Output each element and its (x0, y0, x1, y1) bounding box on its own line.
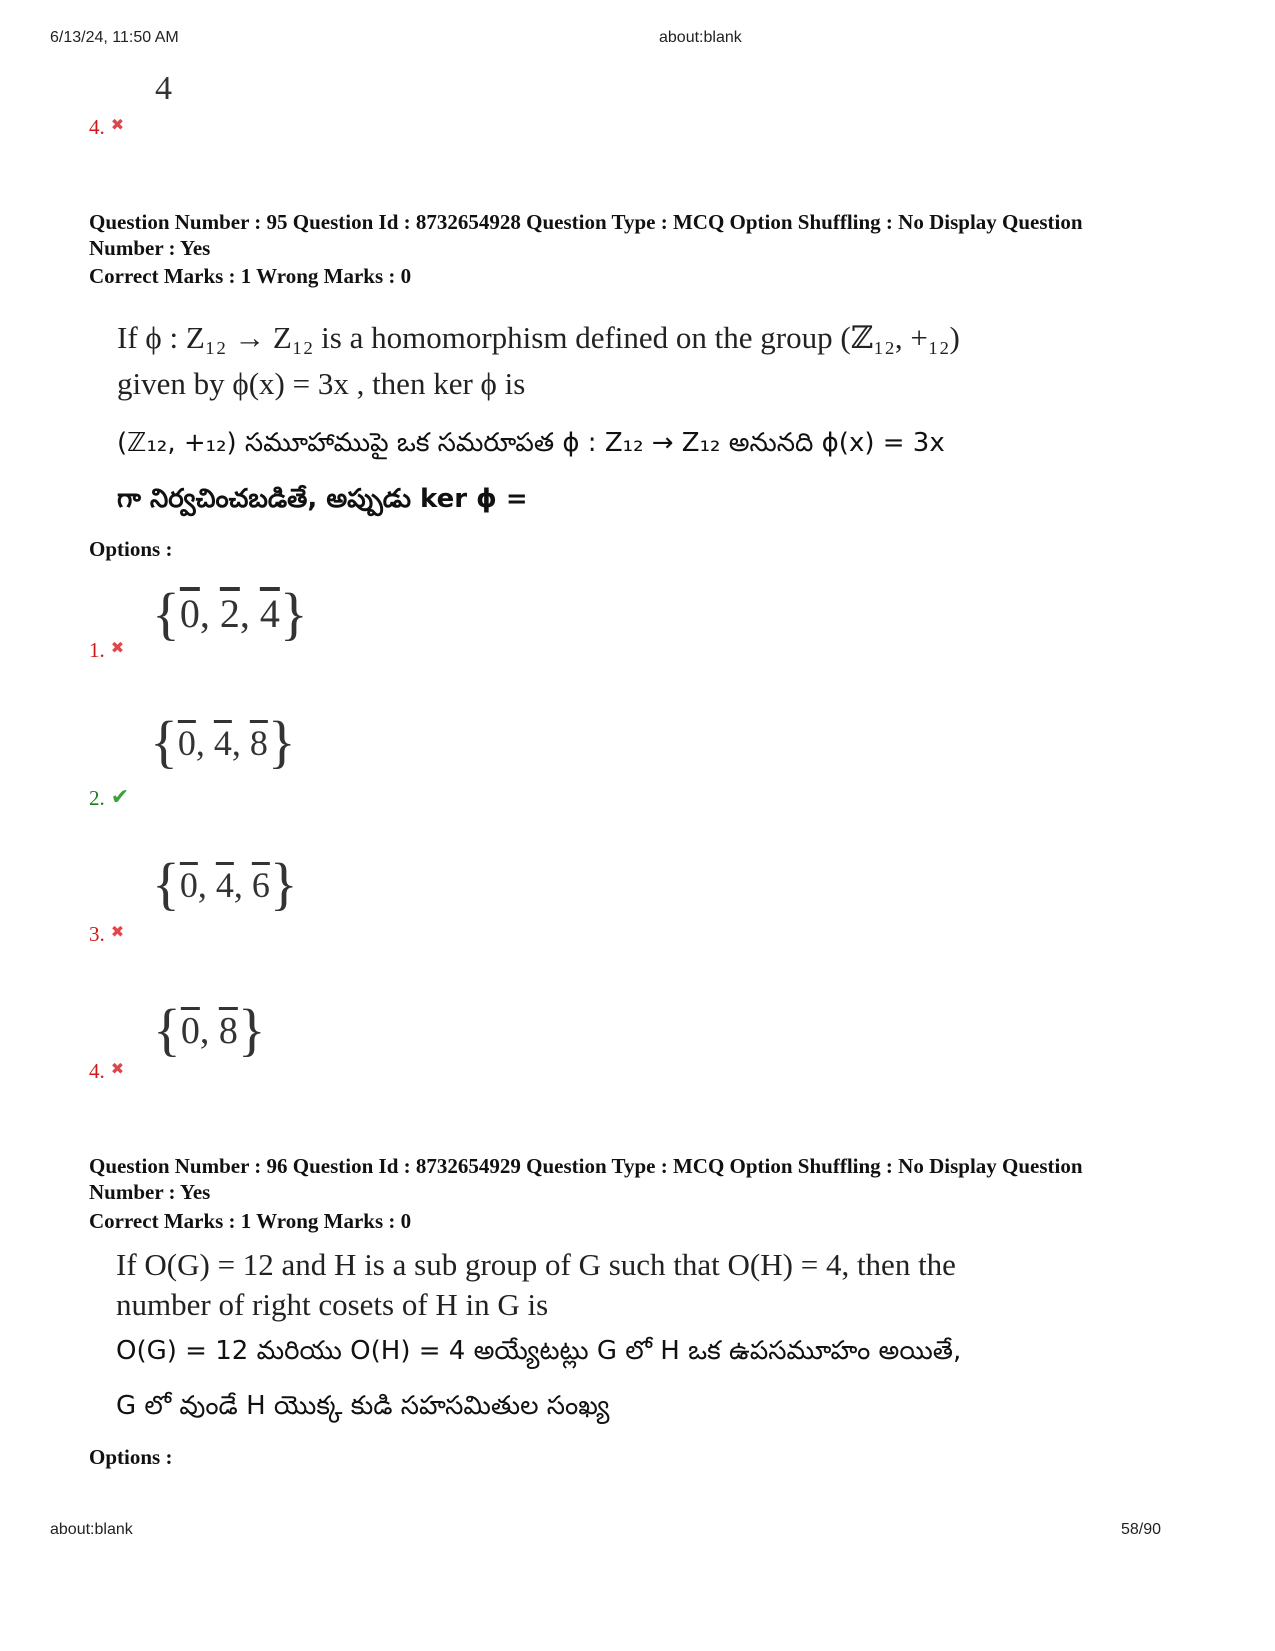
q95-option-1-set[interactable]: {0, 2, 4} (152, 581, 308, 646)
q95-english-line2: given by ϕ(x) = 3x , then ker ϕ is (117, 366, 526, 401)
brace-close: } (279, 581, 308, 646)
brace-open: { (153, 997, 181, 1062)
brace-open: { (152, 581, 180, 646)
q96-english-text (116, 1245, 1106, 1325)
set-element: 0 (177, 723, 196, 763)
print-url: about:blank (659, 29, 742, 46)
q95-english-text (117, 315, 1107, 407)
q96-meta-line1: Question Number : 96 Question Id : 8732654929 Question Type : MCQ Option Shuffling : No Display Question (89, 1154, 1083, 1178)
print-footer-url: about:blank (50, 1521, 133, 1538)
brace-open: { (152, 851, 180, 916)
option-number-label: 3. (89, 922, 105, 946)
option-number-label: 2. (89, 786, 105, 810)
page-number: 58/90 (1121, 1521, 1162, 1538)
q95-option-2-number (89, 784, 129, 811)
brace-close: } (267, 709, 296, 774)
q96-telugu-line2: G లో వుండే H యొక్క కుడి సహసమితుల సంఖ్య (116, 1391, 610, 1421)
set-element: 4 (213, 723, 232, 763)
q95-meta (89, 209, 1189, 261)
set-element: 4 (259, 591, 280, 636)
set-element: 4 (215, 865, 234, 905)
q95-marks: Correct Marks : 1 Wrong Marks : 0 (89, 264, 412, 288)
q95-option-4-number (89, 1059, 124, 1084)
set-element: 8 (249, 723, 268, 763)
prev-option-value: 4 (155, 70, 172, 107)
print-datetime: 6/13/24, 11:50 AM (50, 29, 179, 46)
q96-english-line2: number of right cosets of H in G is (116, 1287, 549, 1322)
q96-english-line1: If O(G) = 12 and H is a sub group of G such that O(H) = 4, then the (116, 1247, 956, 1282)
prev-option-number (89, 115, 124, 140)
q95-telugu-line2: గా నిర్వచించబడితే, అప్పుడు ker ϕ = (117, 484, 528, 514)
cross-icon: ✖ (110, 117, 125, 134)
set-element: 8 (218, 1010, 238, 1052)
q95-option-4-set[interactable]: {0, 8} (153, 997, 266, 1062)
q95-telugu-line1: (ℤ₁₂, +₁₂) సమూహాముపై ఒక సమరూపత ϕ : Z₁₂ → Z₁₂ అనునది ϕ(x) = 3x (117, 428, 945, 458)
q96-marks: Correct Marks : 1 Wrong Marks : 0 (89, 1209, 412, 1233)
q95-options-label: Options : (89, 537, 173, 561)
q95-english-line1: If ϕ : Z₁₂ → Z₁₂ is a homomorphism defined on the group (ℤ₁₂, +₁₂) (117, 320, 960, 355)
brace-close: } (237, 997, 266, 1062)
q95-meta-line2: Number : Yes (89, 236, 211, 260)
q95-option-3-set[interactable]: {0, 4, 6} (152, 851, 298, 916)
q96-meta (89, 1153, 1189, 1205)
q95-option-1-number (89, 638, 124, 663)
brace-close: } (269, 851, 298, 916)
set-element: 0 (180, 1010, 200, 1052)
set-element: 0 (179, 865, 198, 905)
q95-meta-line1: Question Number : 95 Question Id : 8732654928 Question Type : MCQ Option Shuffling : No Display Question (89, 210, 1083, 234)
q96-options-label: Options : (89, 1445, 173, 1469)
option-number-label: 4. (89, 1059, 105, 1083)
check-icon: ✔ (110, 784, 130, 809)
q96-telugu-line1: O(G) = 12 మరియు O(H) = 4 అయ్యేటట్లు G లో H ఒక ఉపసమూహం అయితే, (116, 1336, 962, 1366)
cross-icon: ✖ (110, 640, 125, 657)
q95-option-2-set[interactable]: {0, 4, 8} (150, 709, 296, 774)
set-element: 2 (219, 591, 240, 636)
option-number-label: 4. (89, 115, 105, 139)
q96-meta-line2: Number : Yes (89, 1180, 211, 1204)
brace-open: { (150, 709, 178, 774)
set-element: 6 (251, 865, 270, 905)
set-element: 0 (179, 591, 200, 636)
cross-icon: ✖ (110, 1061, 125, 1078)
cross-icon: ✖ (110, 924, 125, 941)
option-number-label: 1. (89, 638, 105, 662)
q95-option-3-number (89, 922, 124, 947)
